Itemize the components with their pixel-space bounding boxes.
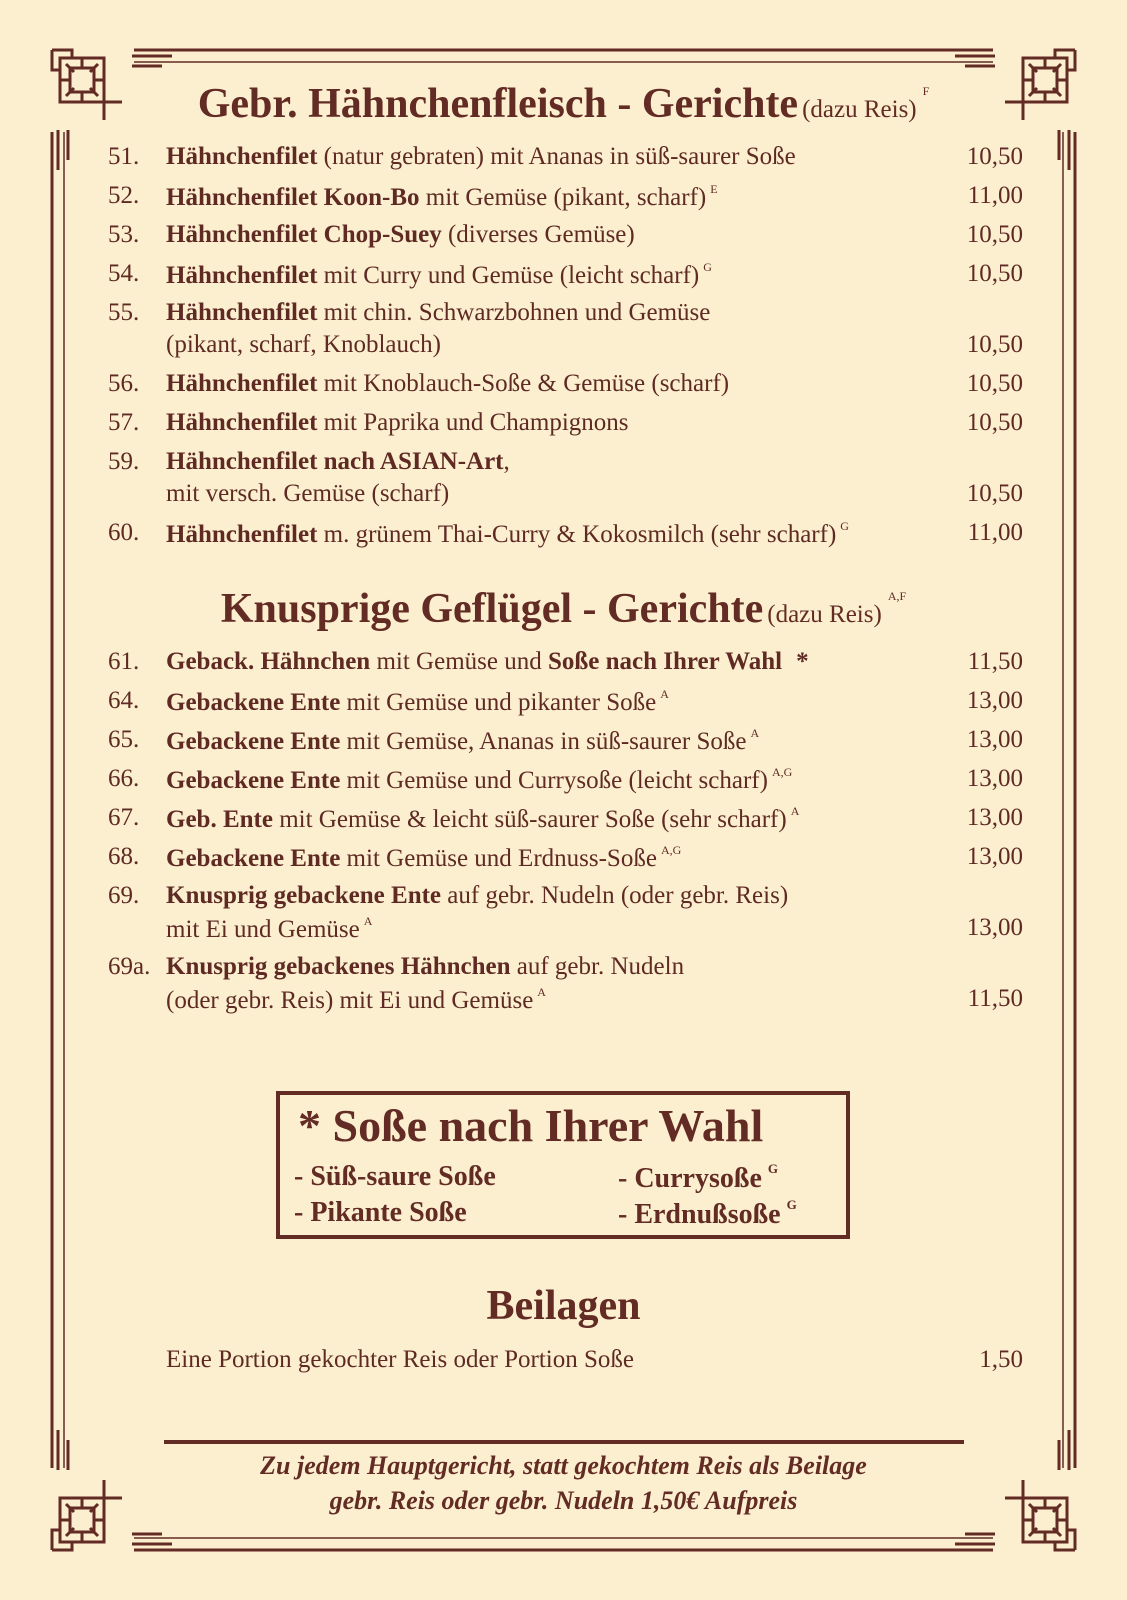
item-detail: (diverses Gemüse) [441, 221, 635, 248]
item-description [166, 221, 635, 249]
item-detail: mit Gemüse (pikant, scharf) [419, 184, 707, 211]
item-number: 55. [108, 299, 140, 326]
section-title: Gebr. Hähnchenfleisch - Gerichte [197, 81, 799, 127]
item-allergen: A,G [771, 765, 793, 779]
item-star: * [796, 648, 809, 675]
item-detail: auf gebr. Nudeln (oder gebr. Reis) [441, 882, 789, 909]
item-description [166, 260, 712, 290]
item-name: Hähnchenfilet Chop-Suey [166, 221, 442, 248]
menu-item-line [0, 299, 1127, 331]
item-description [166, 143, 796, 171]
item-allergen: A,G [660, 843, 682, 857]
item-detail: mit chin. Schwarzbohnen und Gemüse [317, 299, 711, 326]
item-price: 10,50 [966, 480, 1023, 507]
item-description [166, 370, 729, 398]
sauce-allergen: G [767, 1161, 778, 1176]
menu-item-line [0, 448, 1127, 480]
item-number: 69. [108, 882, 140, 909]
section-heading-poultry [0, 585, 1127, 633]
item-description [166, 953, 684, 981]
item-description [166, 804, 799, 834]
item-detail [166, 331, 441, 359]
section-subtitle: (dazu Reis) [802, 96, 917, 123]
item-description [166, 448, 510, 476]
footer-note-line1: Zu jedem Hauptgericht, statt gekochtem Reis als Beilage [260, 1451, 867, 1480]
item-number: 57. [108, 409, 140, 436]
item-price: 10,50 [966, 143, 1023, 170]
footer-note-line2: gebr. Reis oder gebr. Nudeln 1,50€ Aufpreis [329, 1486, 798, 1515]
item-name: Knusprig gebackene Ente [166, 882, 442, 909]
item-number: 52. [108, 182, 140, 209]
item-allergen: G [840, 519, 849, 533]
item-detail: mit Gemüse und pikanter Soße [340, 689, 657, 716]
item-name: Knusprig gebackenes Hähnchen [166, 953, 511, 980]
item-description [166, 765, 792, 795]
menu-item-line [0, 221, 1127, 253]
item-detail: auf gebr. Nudeln [510, 953, 685, 980]
item-detail [166, 914, 372, 944]
item-number: 65. [108, 726, 140, 753]
item-name: Hähnchenfilet [166, 143, 318, 170]
item-detail: m. grünem Thai-Curry & Kokosmilch (sehr scharf) [317, 521, 837, 548]
item-number: 54. [108, 260, 140, 287]
item-description [166, 409, 629, 437]
item-detail: mit Paprika und Champignons [317, 409, 629, 436]
item-number: 51. [108, 143, 140, 170]
sauce-option: - Süß-saure Soße [294, 1161, 496, 1192]
item-number: 61. [108, 648, 140, 675]
section-subtitle: (dazu Reis) [767, 601, 882, 628]
item-name: Gebackene Ente [166, 689, 341, 716]
item-price: 13,00 [966, 804, 1023, 831]
menu-item-line [0, 765, 1127, 797]
item-detail: , [503, 448, 510, 475]
item-number: 69a. [108, 953, 151, 980]
menu-item-line [0, 882, 1127, 914]
item-price: 13,00 [966, 765, 1023, 792]
menu-item-line [0, 331, 1127, 363]
sauce-allergen: G [786, 1197, 797, 1212]
menu-item-line [0, 985, 1127, 1017]
item-detail: mit Gemüse und Erdnuss-Soße [340, 845, 657, 872]
sauce-box-title: * Soße nach Ihrer Wahl [298, 1100, 764, 1151]
item-detail: (natur gebraten) mit Ananas in süß-saurer Soße [317, 143, 796, 170]
item-allergen: A [537, 985, 546, 999]
item-name: Geback. Hähnchen [166, 648, 371, 675]
item-description [166, 726, 759, 756]
item-number: 67. [108, 804, 140, 831]
item-detail-text: (oder gebr. Reis) mit Ei und Gemüse [166, 987, 534, 1014]
item-price: 10,50 [966, 221, 1023, 248]
sauce-choice-box [276, 1091, 850, 1239]
menu-item-line [0, 687, 1127, 719]
item-detail: mit Gemüse & leicht süß-saurer Soße (sehr scharf) [272, 806, 787, 833]
item-description [166, 687, 669, 717]
menu-item-line [0, 726, 1127, 758]
item-name: Gebackene Ente [166, 728, 341, 755]
item-description [166, 882, 788, 910]
item-detail: mit Gemüse und Currysoße (leicht scharf) [340, 767, 768, 794]
item-name: Gebackene Ente [166, 845, 341, 872]
item-allergen: A [660, 687, 669, 701]
item-description [166, 648, 809, 676]
item-name: Hähnchenfilet [166, 521, 318, 548]
item-number: 56. [108, 370, 140, 397]
menu-item-line [0, 914, 1127, 946]
menu-item-line [0, 143, 1127, 175]
item-name: Hähnchenfilet [166, 299, 318, 326]
item-price: 10,50 [966, 370, 1023, 397]
item-price: 11,00 [967, 182, 1023, 209]
beilagen-price: 1,50 [979, 1346, 1023, 1373]
item-detail [166, 480, 449, 508]
item-detail [166, 985, 546, 1015]
item-allergen: A [363, 914, 373, 928]
item-name: Hähnchenfilet Koon-Bo [166, 184, 420, 211]
footer-divider [164, 1440, 964, 1444]
item-detail-text: mit Ei und Gemüse [166, 916, 360, 943]
section-allergen: F [922, 84, 930, 98]
item-name: Hähnchenfilet [166, 370, 318, 397]
section-heading-chicken [0, 80, 1127, 128]
item-name: Gebackene Ente [166, 767, 341, 794]
item-allergen: A [750, 726, 760, 740]
item-price: 13,00 [966, 687, 1023, 714]
item-price: 13,00 [966, 726, 1023, 753]
sauce-option: - Currysoße $^G$ [618, 1161, 778, 1194]
item-price: 11,50 [967, 648, 1023, 675]
item-name: Geb. Ente [166, 806, 273, 833]
menu-item-line [0, 182, 1127, 214]
item-name: Hähnchenfilet [166, 262, 318, 289]
item-detail-text: (pikant, scharf, Knoblauch) [166, 331, 441, 358]
item-price: 11,00 [967, 519, 1023, 546]
menu-item-line [0, 804, 1127, 836]
item-price: 13,00 [966, 843, 1023, 870]
sauce-option: - Erdnußsoße $^G$ [618, 1197, 797, 1230]
menu-item-line [0, 519, 1127, 551]
item-detail: mit Gemüse, Ananas in süß-saurer Soße [340, 728, 747, 755]
sauce-option: - Pikante Soße [294, 1197, 467, 1228]
item-number: 66. [108, 765, 140, 792]
item-price: 11,50 [967, 985, 1023, 1012]
menu-item-line [0, 648, 1127, 680]
menu-item-line [0, 953, 1127, 985]
beilagen-title: Beilagen [486, 1283, 641, 1329]
item-number: 68. [108, 843, 140, 870]
item-number: 64. [108, 687, 140, 714]
item-description [166, 519, 849, 549]
item-sauce-choice: Soße nach Ihrer Wahl [547, 648, 783, 675]
item-number: 53. [108, 221, 140, 248]
item-price: 13,00 [966, 914, 1023, 941]
menu-item-line [0, 409, 1127, 441]
item-number: 59. [108, 448, 140, 475]
item-detail: mit Gemüse und [370, 648, 548, 675]
menu-item-line [0, 260, 1127, 292]
menu-item-line [0, 370, 1127, 402]
item-description [166, 182, 718, 212]
item-price: 10,50 [966, 331, 1023, 358]
section-title: Knusprige Geflügel - Gerichte [220, 586, 764, 632]
item-name: Hähnchenfilet nach ASIAN-Art [166, 448, 504, 475]
item-detail: mit Curry und Gemüse (leicht scharf) [317, 262, 700, 289]
item-detail: mit Knoblauch-Soße & Gemüse (scharf) [317, 370, 730, 397]
item-allergen: A [790, 804, 800, 818]
menu-item-line [0, 480, 1127, 512]
item-description [166, 843, 681, 873]
item-allergen: G [703, 260, 712, 274]
item-name: Hähnchenfilet [166, 409, 318, 436]
item-price: 10,50 [966, 409, 1023, 436]
item-allergen: E [710, 182, 718, 196]
beilagen-item: Eine Portion gekochter Reis oder Portion Soße [166, 1346, 634, 1373]
item-price: 10,50 [966, 260, 1023, 287]
item-detail-text: mit versch. Gemüse (scharf) [166, 480, 450, 507]
menu-item-line [0, 843, 1127, 875]
item-number: 60. [108, 519, 140, 546]
section-allergen: A,F [887, 589, 907, 603]
item-description [166, 299, 710, 327]
